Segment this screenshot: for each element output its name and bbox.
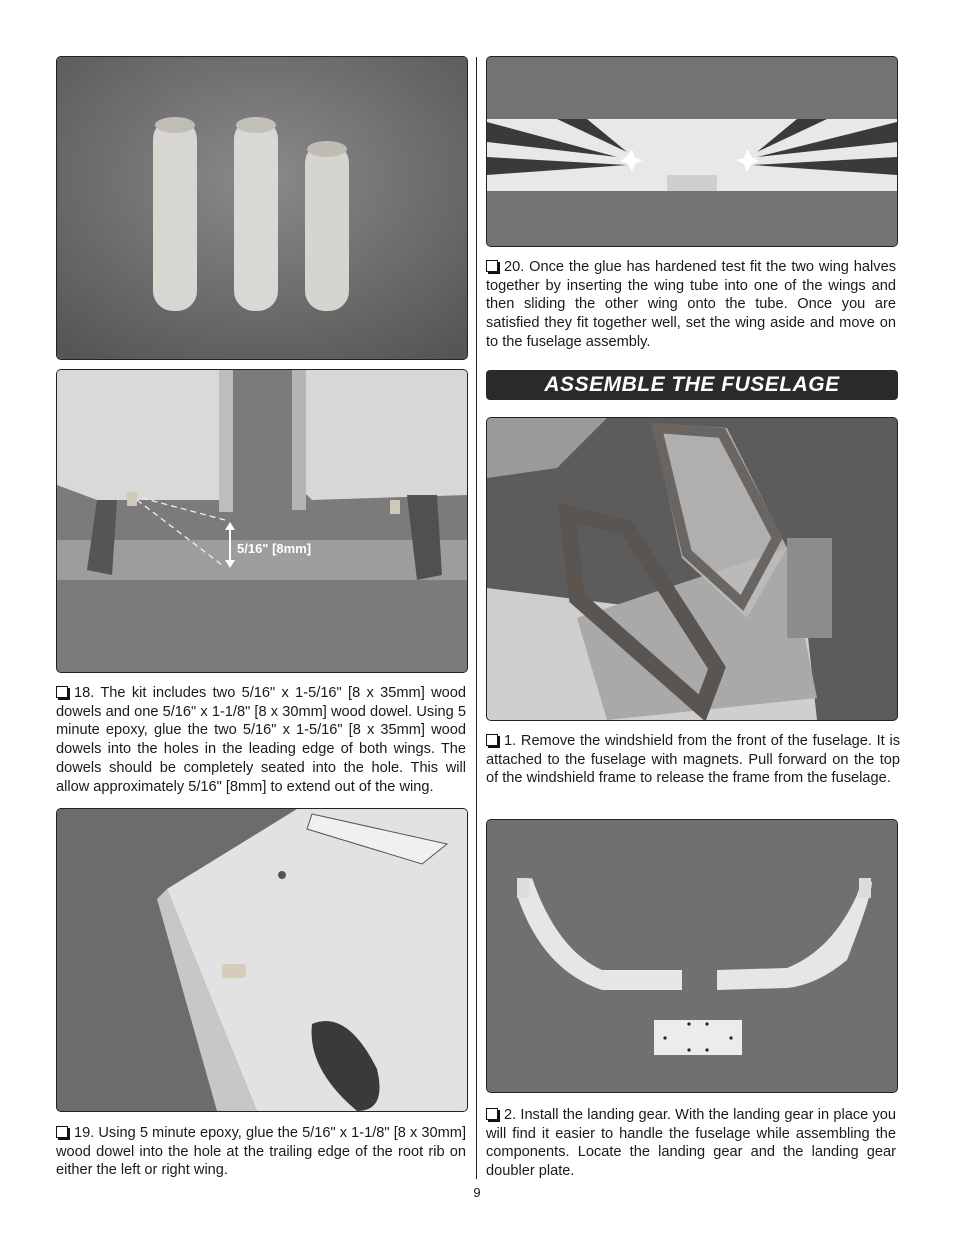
photo-wood-dowels	[56, 56, 468, 360]
step-1-body: 1. Remove the windshield from the front of the fuselage. It is attached to the fuselage with magnets. Pull forward on the top of the windshield frame to release the frame from the fuselage.	[486, 733, 900, 787]
step-2-body: 2. Install the landing gear. With the landing gear in place you will find it easier to handle the fuselage while assembling the components. Locate the landing gear and the landing gear doubler plate.	[486, 1107, 896, 1180]
column-divider	[476, 57, 477, 1179]
checkbox-icon[interactable]	[56, 686, 68, 698]
step-18-text	[56, 684, 466, 796]
photo-wing-leading-edge-dowels	[56, 369, 468, 673]
step-2-text	[486, 1106, 896, 1181]
step-19-text	[56, 1124, 466, 1180]
step-18-body: 18. The kit includes two 5/16" x 1-5/16" [8 x 35mm] wood dowels and one 5/16" x 1-1/8" [8 x 30mm] wood dowel. Using 5 minute epoxy, glue the two 5/16" x 1-5/16" [8 x 35mm] wood dowels into the holes in the leading edge of both wings. The dowels should be completely seated into the hole. This will allow approximately 5/16" [8mm] to extend out of the wing.	[56, 685, 466, 795]
step-1-text	[486, 732, 900, 788]
page-number: 9	[473, 1185, 481, 1200]
checkbox-icon[interactable]	[486, 1108, 498, 1120]
photo-wing-halves-joined	[486, 56, 898, 247]
photo-windshield-removal	[486, 417, 898, 721]
section-heading: ASSEMBLE THE FUSELAGE	[486, 370, 898, 400]
step-20-body: 20. Once the glue has hardened test fit the two wing halves together by inserting the wing tube into one of the wings and then sliding the other wing onto the tube. Once you are satisfied they fit together well, set the wing aside and move on to the fuselage assembly.	[486, 259, 896, 350]
photo-landing-gear	[486, 819, 898, 1093]
checkbox-icon[interactable]	[486, 734, 498, 746]
step-19-body: 19. Using 5 minute epoxy, glue the 5/16" x 1-1/8" [8 x 30mm] wood dowel into the hole at the trailing edge of the root rib on either the left or right wing.	[56, 1125, 466, 1179]
step-20-text	[486, 258, 896, 352]
callout-label: 5/16" [8mm]	[237, 541, 312, 556]
checkbox-icon[interactable]	[56, 1126, 68, 1138]
photo-wing-root-dowel	[56, 808, 468, 1112]
checkbox-icon[interactable]	[486, 260, 498, 272]
